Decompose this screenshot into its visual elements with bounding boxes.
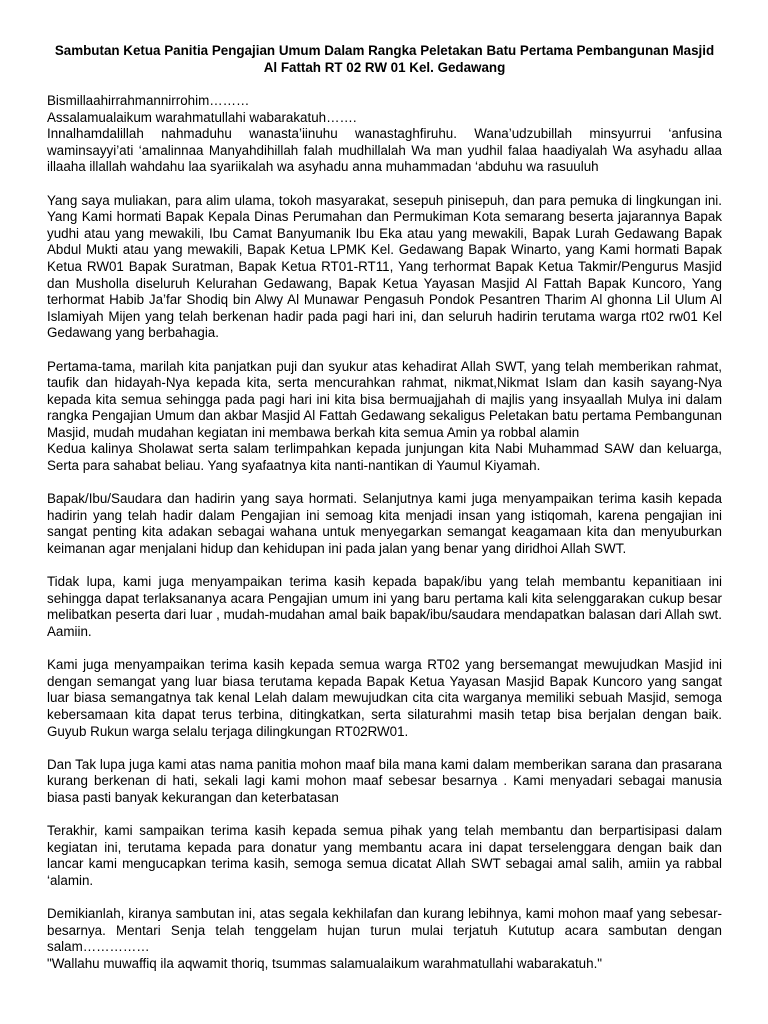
closing-paragraph: Demikianlah, kiranya sambutan ini, atas segala kekhilafan dan kurang lebihnya, kami mohon maaf yang sebesar-besarnya. Mentari Senja telah tenggelam hujan turun mulai terjatuh Kututup acara sambutan dengan salam…………… <box>47 906 722 955</box>
body-paragraph-block <box>47 823 722 889</box>
gratitude-paragraph: Pertama-tama, marilah kita panjatkan puji dan syukur atas kehadirat Allah SWT, yang telah memberikan rahmat, taufik dan hidayah-Nya kepada kita, serta mencurahkan rahmat, nikmat,Nikmat Islam dan kasih sayang-Nya kepada kita semua sehingga pada pagi hari ini kita bisa bermuajjahah di majlis yang insyaallah Mulya ini dalam rangka Pengajian Umum dan akbar Masjid Al Fattah Gedawang sekaligus Peletakan batu pertama Pembangunan Masjid, mudah mudahan kegiatan ini membawa berkah kita semua Amin ya robbal alamin <box>47 358 722 440</box>
document-title: Sambutan Ketua Panitia Pengajian Umum Dalam Rangka Peletakan Batu Pertama Pembangunan Masjid Al Fattah RT 02 RW 01 Kel. Gedawang <box>54 43 715 75</box>
body-paragraph: Dan Tak lupa juga kami atas nama panitia mohon maaf bila mana kami dalam memberikan sarana dan prasarana kurang berkenan di hati, sekali lagi kami mohon maaf sebesar besarnya . Kami menyadari sebagai manusia biasa pasti banyak kekurangan dan keterbatasan <box>47 756 722 805</box>
opening-prayer-paragraph: Innalhamdalillah nahmaduhu wanasta’iinuhu wanastaghfiruhu. Wana’udzubillah minsyurrui ‘anfusina waminsayyi’ati ‘amalinnaa Manyahdihillah falah mudhillalah Wa man yudhil falaa haadiyalah Wa asyhadu allaa illaaha illallah wahdahu laa syariikalah wa asyhadu anna muhammadan ‘abduhu wa rasuuluh <box>47 126 722 175</box>
sholawat-paragraph: Kedua kalinya Sholawat serta salam terlimpahkan kepada junjungan kita Nabi Muhammad SAW dan keluarga, Serta para sahabat beliau. Yang syafaatnya kita nanti-nantikan di Yaumul Kiyamah. <box>47 441 722 474</box>
gratitude-block <box>47 359 722 475</box>
closing-salam-line: "Wallahu muwaffiq ila aqwamit thoriq, tsummas salamualaikum warahmatullahi wabarakatuh." <box>47 955 603 971</box>
document-body <box>47 93 722 972</box>
document-page <box>47 42 722 989</box>
body-paragraph: Tidak lupa, kami juga menyampaikan terima kasih kepada bapak/ibu yang telah membantu kepanitiaan ini sehingga dapat terlaksananya acara Pengajian umum ini yang baru pertama kali kita selenggarakan cukup besar melibatkan peserta dari luar , mudah-mudahan amal baik bapak/ibu/saudara mendapatkan balasan dari Allah swt. Aamiin. <box>47 574 722 639</box>
body-paragraph-block <box>47 574 722 640</box>
body-paragraph: Kami juga menyampaikan terima kasih kepada semua warga RT02 yang bersemangat mewujudkan Masjid ini dengan semangat yang luar biasa terutama kepada Bapak Ketua Yayasan Masjid Bapak Kuncoro yang sangat luar biasa semangatnya tak kenal Lelah dalam mewujudkan cita cita warganya memiliki sebuah Masjid, semoga kebersamaan kita dapat terus terbina, ditingkatkan, serta silaturahmi masih tetap bisa berjalan dengan baik. Guyub Rukun warga selalu terjaga dilingkungan RT02RW01. <box>47 657 722 739</box>
body-paragraph-block <box>47 757 722 807</box>
basmalah-line: Bismillaahirrahmannirrohim……… <box>47 93 250 108</box>
greeting-paragraph: Yang saya muliakan, para alim ulama, tokoh masyarakat, sesepuh pinisepuh, dan para pemuka di lingkungan ini. Yang Kami hormati Bapak Kepala Dinas Perumahan dan Permukiman Kota semarang beserta jajarannya Bapak yudhi atau yang mewakili, Ibu Camat Banyumanik Ibu Eka atau yang mewakili, Bapak Lurah Gedawang Bapak Abdul Mukti atau yang mewakili, Bapak Ketua LPMK Kel. Gedawang Bapak Winarto, yang Kami hormati Bapak Ketua RW01 Bapak Suratman, Bapak Ketua RT01-RT11, Yang terhormat Bapak Ketua Takmir/Pengurus Masjid dan Musholla diseluruh Kelurahan Gedawang, Bapak Ketua Yayasan Masjid Al Fattah Bapak Kuncoro, Yang terhormat Habib Ja’far Shodiq bin Alwy Al Munawar Pengasuh Pondok Pesantren Tharim Al ghonna Lil Ulum Al Islamiyah Mijen yang telah berkenan hadir pada pagi hari ini, dan seluruh hadirin terutama warga rt02 rw01 Kel Gedawang yang berbahagia. <box>47 192 722 341</box>
closing-block <box>47 906 722 972</box>
body-paragraph-block <box>47 491 722 557</box>
opening-block <box>47 93 722 176</box>
salam-line: Assalamualaikum warahmatullahi wabarakatuh……. <box>47 109 357 125</box>
body-paragraph: Terakhir, kami sampaikan terima kasih kepada semua pihak yang telah membantu dan berpartisipasi dalam kegiatan ini, terutama kepada para donatur yang membantu acara ini dapat terselenggara dengan baik dan lancar kami mengucapkan terima kasih, semoga semua dicatat Allah SWT sebagai amal salih, amiin ya rabbal ‘alamin. <box>47 823 722 888</box>
body-paragraph-block <box>47 657 722 740</box>
greeting-block <box>47 193 722 342</box>
body-paragraph: Bapak/Ibu/Saudara dan hadirin yang saya hormati. Selanjutnya kami juga menyampaikan terima kasih kepada hadirin yang telah hadir dalam Pengajian ini semoag kita menjadi insan yang istiqomah, karena pengajian ini sangat penting kita adakan sebagai wahana untuk menyegarkan semangat keagamaan kita dan menyuburkan keimanan agar menjalani hidup dan kehidupan ini pada jalan yang benar yang diridhoi Allah SWT. <box>47 491 722 557</box>
